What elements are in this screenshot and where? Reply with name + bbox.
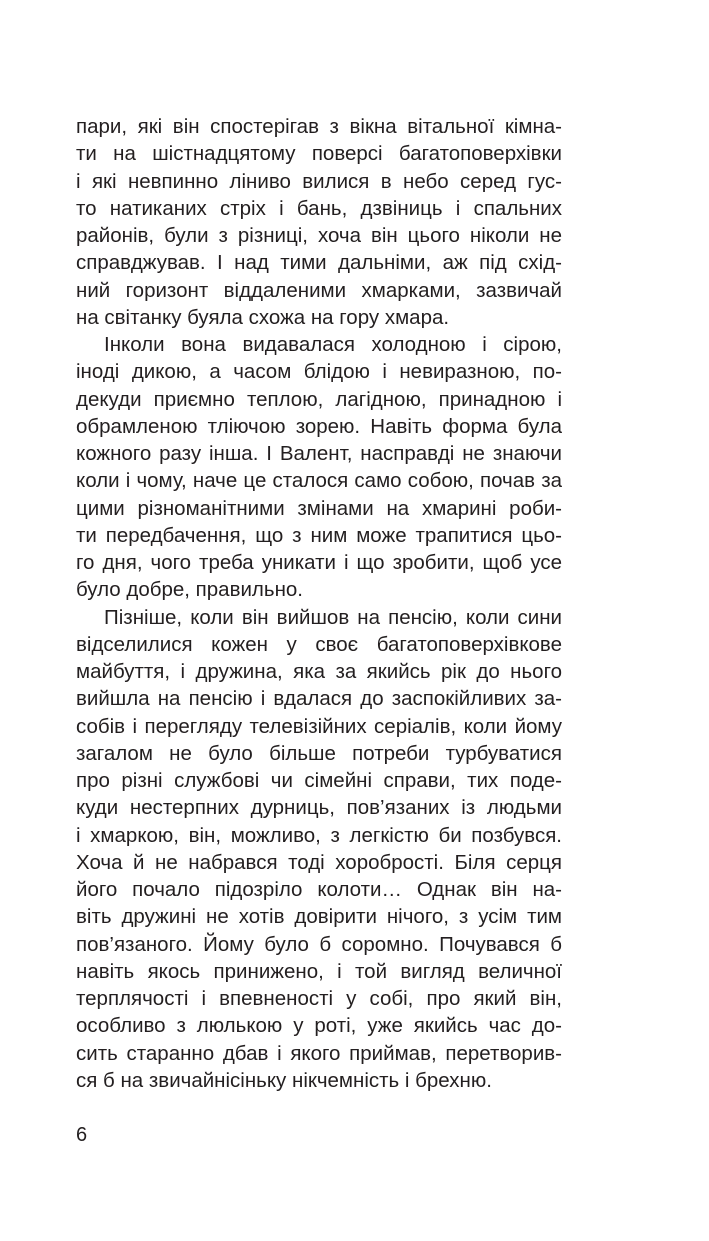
text-line: на світанку буяла схожа на гору хмара.	[76, 305, 450, 329]
paragraph	[76, 331, 562, 604]
text-line: куди нестерпних дурниць, пов’язаних із людьми	[76, 796, 562, 820]
text-line: ти на шістнадцятому поверсі багатоповерхівки	[76, 142, 562, 166]
text-line: було добре, правильно.	[76, 578, 303, 602]
text-line: пари, які він спостерігав з вікна вітальної кімна-	[76, 115, 562, 138]
text-line: ся б на звичайнісіньку нікчемність і брехню.	[76, 1068, 492, 1092]
text-line: майбуття, і дружина, яка за якийсь рік до нього	[76, 660, 562, 683]
text-line: його почало підозріло колоти… Однак він на-	[76, 878, 562, 901]
text-line: справджував. І над тими дальніми, аж під схід-	[76, 251, 562, 275]
text-line: районів, були з різниці, хоча він цього ніколи не	[76, 224, 562, 247]
text-line: Інколи вона видавалася холодною і сірою,	[104, 333, 562, 356]
text-line: і хмаркою, він, можливо, з легкістю би позбувся.	[76, 823, 562, 847]
page-number: 6	[76, 1124, 88, 1146]
text-line: навіть якось принижено, і той вигляд величної	[76, 959, 562, 983]
text-line: і які невпинно ліниво вилися в небо серед гус-	[76, 169, 562, 193]
text-line: вийшла на пенсію і вдалася до заспокійливих за-	[76, 687, 562, 711]
text-line: особливо з люлькою у роті, уже якийсь час до-	[76, 1014, 562, 1038]
text-line: іноді дикою, а часом блідою і невиразною, по-	[76, 360, 562, 384]
text-line: сить старанно дбав і якого приймав, перетворив-	[76, 1041, 562, 1065]
text-line: обрамленою тліючою зорею. Навіть форма була	[76, 414, 562, 438]
text-line: декуди приємно теплою, лагідною, принадною і	[76, 387, 562, 411]
text-line: терплячості і впевненості у собі, про який він,	[76, 987, 562, 1010]
page-body	[76, 113, 562, 1094]
text-line: ти передбачення, що з ним може трапитися цьо-	[76, 523, 562, 547]
text-line: загалом не було більше потреби турбуватися	[76, 741, 562, 765]
text-line: ний горизонт віддаленими хмарками, зазвичай	[76, 278, 562, 302]
text-line: відселилися кожен у своє багатоповерхівкове	[76, 632, 562, 656]
text-line: то натиканих стріх і бань, дзвіниць і спальних	[76, 196, 562, 220]
text-line: Пізніше, коли він вийшов на пенсію, коли сини	[104, 605, 562, 629]
text-line: пов’язаного. Йому було б соромно. Почувався б	[76, 932, 562, 956]
text-line: кожного разу інша. І Валент, насправді не знаючи	[76, 442, 562, 465]
text-line: цими різноманітними змінами на хмарині роби-	[76, 496, 562, 520]
text-line: собів і перегляду телевізійних серіалів, коли йому	[76, 714, 562, 738]
paragraph	[76, 604, 562, 1095]
text-line: про різні службові чи сімейні справи, тих поде-	[76, 769, 562, 792]
text-line: го дня, чого треба уникати і що зробити, щоб усе	[76, 551, 562, 574]
paragraph	[76, 113, 562, 331]
text-line: коли і чому, наче це сталося само собою, почав за	[76, 469, 562, 493]
text-line: віть дружині не хотів довірити нічого, з усім тим	[76, 905, 562, 929]
text-line: Хоча й не набрався тоді хоробрості. Біля серця	[76, 850, 562, 874]
